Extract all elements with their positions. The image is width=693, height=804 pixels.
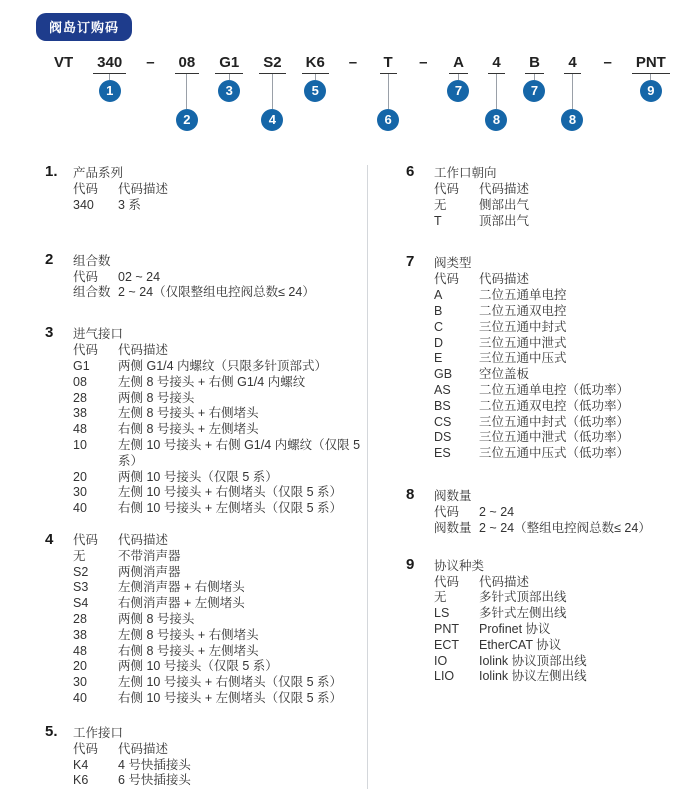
code-cell: 无	[73, 548, 86, 563]
code-cell: 08	[73, 374, 87, 389]
code-row	[73, 659, 367, 675]
position-marker-6: 6	[377, 109, 399, 131]
position-marker-3: 3	[218, 80, 240, 102]
description-cell: 左侧 10 号接头 + 右侧堵头（仅限 5 系）	[118, 485, 342, 500]
code-cell: S4	[73, 596, 89, 611]
code-segment-text: 4	[564, 54, 580, 74]
left-column	[45, 165, 367, 789]
code-row	[434, 521, 693, 537]
code-row	[434, 214, 693, 230]
description-cell: 多针式左侧出线	[479, 606, 567, 621]
code-row	[434, 182, 693, 198]
code-row	[434, 669, 693, 685]
code-row	[73, 580, 367, 596]
description-cell: 代码描述	[118, 182, 169, 196]
code-cell: 20	[73, 659, 87, 674]
code-row	[434, 415, 693, 431]
code-cell: A	[434, 288, 443, 303]
code-cell: CS	[434, 414, 452, 429]
description-cell: 三位五通中泄式	[479, 335, 567, 350]
section-7	[406, 255, 693, 462]
code-row	[434, 446, 693, 462]
code-row	[434, 367, 693, 383]
code-segment-G1	[215, 54, 243, 102]
code-row	[434, 399, 693, 415]
code-row	[73, 596, 367, 612]
code-row	[434, 622, 693, 638]
code-row	[73, 742, 367, 758]
code-row	[434, 198, 693, 214]
connector-line	[186, 74, 187, 109]
description-cell: 代码描述	[118, 343, 169, 358]
code-row	[73, 533, 367, 549]
description-cell: 三位五通中压式	[479, 351, 567, 366]
code-cell: 28	[73, 390, 87, 405]
section-5	[45, 722, 367, 789]
position-marker-2: 2	[176, 109, 198, 131]
description-cell: 左侧 8 号接头 + 右侧 G1/4 内螺纹	[118, 374, 306, 389]
code-row	[73, 285, 367, 301]
description-cell: 两侧 8 号接头	[118, 390, 195, 405]
description-cell: EtherCAT 协议	[479, 637, 562, 652]
section-4	[45, 530, 367, 707]
code-segment-text: VT	[54, 54, 74, 71]
code-segment-text: –	[419, 54, 428, 71]
code-cell: LS	[434, 606, 450, 621]
position-marker-4: 4	[261, 109, 283, 131]
description-cell: 代码描述	[118, 532, 169, 547]
code-row	[434, 304, 693, 320]
description-cell: 右侧 10 号接头 + 左侧堵头（仅限 5 系）	[118, 501, 342, 516]
code-cell: 38	[73, 627, 87, 642]
code-cell: S2	[73, 564, 89, 579]
description-cell: 代码描述	[479, 272, 530, 287]
code-row	[73, 628, 367, 644]
code-row	[73, 391, 367, 407]
description-cell: 2 ~ 24	[479, 504, 515, 519]
page-title: 阀岛订购码	[49, 20, 120, 35]
description-cell: 空位盖板	[479, 367, 530, 382]
code-cell: LIO	[434, 669, 455, 684]
code-cell: ECT	[434, 637, 459, 652]
code-cell: IO	[434, 653, 448, 668]
section-title: 产品系列	[73, 166, 124, 180]
code-cell: E	[434, 351, 443, 366]
code-segment-PNT	[632, 54, 670, 102]
code-segment-08	[175, 54, 200, 131]
dash-separator	[415, 54, 431, 73]
connector-line	[572, 74, 573, 109]
code-segment-text: K6	[302, 54, 329, 74]
dash-separator	[142, 54, 158, 73]
code-cell: K6	[73, 773, 89, 788]
description-cell: 二位五通双电控（低功率）	[479, 398, 630, 413]
code-cell: 48	[73, 643, 87, 658]
section-number: 3	[45, 324, 54, 342]
code-cell: 代码	[73, 182, 99, 196]
section-number: 4	[45, 530, 54, 548]
section-9	[406, 555, 693, 686]
description-cell: 左侧消声器 + 右侧堵头	[118, 580, 245, 595]
description-cell: 左侧 8 号接头 + 右侧堵头	[118, 627, 259, 642]
section-number: 2	[45, 250, 54, 268]
code-row	[434, 288, 693, 304]
code-cell: G1	[73, 358, 90, 373]
code-cell: ES	[434, 446, 451, 461]
code-row	[73, 406, 367, 422]
code-cell: BS	[434, 398, 451, 413]
code-row	[73, 549, 367, 565]
code-segment-text: –	[146, 54, 155, 71]
description-cell: Profinet 协议	[479, 621, 551, 636]
description-cell: 三位五通中封式	[479, 319, 567, 334]
order-code-diagram	[0, 54, 693, 150]
code-cell: 10	[73, 437, 87, 452]
description-cell: 左侧 8 号接头 + 右侧堵头	[118, 406, 259, 421]
code-cell: 340	[73, 197, 94, 212]
code-row	[73, 675, 367, 691]
description-cell: 代码描述	[118, 741, 169, 756]
section-title: 协议种类	[434, 558, 485, 573]
position-marker-8: 8	[485, 109, 507, 131]
code-segment-K6	[302, 54, 329, 102]
description-cell: 右侧 8 号接头 + 左侧堵头	[118, 422, 259, 437]
position-marker-1: 1	[99, 80, 121, 102]
section-6	[406, 165, 693, 229]
code-row	[434, 590, 693, 606]
section-1	[45, 165, 367, 214]
code-row	[434, 383, 693, 399]
code-cell: 代码	[73, 269, 99, 284]
description-cell: 代码描述	[479, 182, 530, 196]
code-segment-text: PNT	[632, 54, 670, 74]
code-cell: GB	[434, 367, 453, 382]
description-cell: 两侧 10 号接头（仅限 5 系）	[118, 659, 278, 674]
description-cell: 右侧 10 号接头 + 左侧堵头（仅限 5 系）	[118, 690, 342, 705]
code-cell: 组合数	[73, 285, 111, 300]
description-cell: 二位五通单电控	[479, 288, 567, 303]
description-cell: 二位五通单电控（低功率）	[479, 382, 630, 397]
section-title: 工作接口	[73, 725, 124, 740]
code-prefix	[50, 54, 77, 73]
section-title: 阀数量	[434, 488, 472, 503]
code-segment-text: –	[348, 54, 358, 71]
code-segment-A	[447, 54, 469, 102]
code-row	[73, 691, 367, 707]
code-cell: C	[434, 319, 444, 334]
code-cell: DS	[434, 430, 452, 445]
column-divider	[367, 165, 368, 789]
page-title-badge	[36, 13, 132, 41]
description-cell: 两侧 8 号接头	[118, 611, 195, 626]
section-number: 6	[406, 163, 415, 180]
section-3	[45, 326, 367, 517]
code-row	[73, 485, 367, 501]
code-row	[73, 438, 367, 470]
code-cell: 代码	[73, 343, 99, 358]
right-column	[406, 165, 693, 685]
code-cell: AS	[434, 382, 451, 397]
description-cell: 代码描述	[479, 574, 530, 589]
code-row	[73, 375, 367, 391]
code-segment-text: 4	[488, 54, 504, 74]
position-marker-9: 9	[640, 80, 662, 102]
code-segment-text: –	[603, 54, 612, 71]
connector-line	[496, 74, 497, 109]
code-cell: 无	[434, 590, 447, 605]
legend-content	[0, 165, 693, 789]
description-cell: 三位五通中压式（低功率）	[479, 446, 630, 461]
code-cell: K4	[73, 757, 89, 772]
code-row	[434, 505, 693, 521]
section-number: 7	[406, 253, 415, 271]
description-cell: 右侧 8 号接头 + 左侧堵头	[118, 643, 259, 658]
description-cell: 两侧消声器	[118, 564, 181, 579]
code-segment-4	[485, 54, 507, 131]
code-segment-text: G1	[215, 54, 243, 74]
description-cell: 三位五通中泄式（低功率）	[479, 430, 630, 445]
code-cell: 40	[73, 690, 87, 705]
description-cell: 多针式顶部出线	[479, 590, 567, 605]
code-cell: 30	[73, 675, 87, 690]
section-title: 进气接口	[73, 327, 124, 342]
code-row	[73, 359, 367, 375]
code-segment-text: B	[525, 54, 544, 74]
description-cell: 不带消声器	[118, 548, 181, 563]
code-cell: 代码	[434, 574, 460, 589]
code-row	[73, 422, 367, 438]
code-row	[73, 270, 367, 286]
code-row	[73, 565, 367, 581]
description-cell: 左侧 10 号接头 + 右侧堵头（仅限 5 系）	[118, 675, 342, 690]
description-cell: 侧部出气	[479, 197, 530, 212]
code-cell: 代码	[434, 272, 460, 287]
code-row	[73, 501, 367, 517]
section-number: 5.	[45, 722, 58, 740]
position-marker-7: 7	[523, 80, 545, 102]
description-cell: 2 ~ 24（仅限整组电控阀总数≤ 24）	[118, 285, 315, 300]
code-segment-4	[561, 54, 583, 131]
code-row	[73, 343, 367, 359]
code-segment-B	[523, 54, 545, 102]
code-segment-text: S2	[259, 54, 285, 74]
code-row	[434, 654, 693, 670]
description-cell: 2 ~ 24（整组电控阀总数≤ 24）	[479, 520, 651, 535]
code-row	[73, 470, 367, 486]
code-segment-T	[377, 54, 399, 131]
description-cell: 三位五通中封式（低功率）	[479, 414, 630, 429]
code-cell: T	[434, 213, 442, 228]
section-number: 1.	[45, 163, 58, 180]
section-number: 9	[406, 555, 415, 573]
code-cell: 代码	[434, 504, 460, 519]
description-cell: 4 号快插接头	[118, 757, 191, 772]
code-row	[73, 644, 367, 660]
code-row	[434, 638, 693, 654]
code-segment-text: T	[380, 54, 397, 74]
position-marker-5: 5	[304, 80, 326, 102]
description-cell: 两侧 10 号接头（仅限 5 系）	[118, 469, 278, 484]
code-segment-text: A	[449, 54, 468, 74]
code-cell: 阀数量	[434, 520, 472, 535]
code-segment-text: 340	[93, 54, 126, 74]
connector-line	[388, 74, 389, 109]
description-cell: 右侧消声器 + 左侧堵头	[118, 596, 245, 611]
code-segment-S2	[259, 54, 285, 131]
code-row	[434, 320, 693, 336]
code-row	[434, 351, 693, 367]
section-title: 阀类型	[434, 256, 472, 271]
position-marker-8: 8	[561, 109, 583, 131]
code-row	[73, 198, 367, 214]
position-marker-7: 7	[447, 80, 469, 102]
code-cell: 代码	[73, 532, 99, 547]
code-cell: D	[434, 335, 444, 350]
code-row	[434, 336, 693, 352]
description-cell: 6 号快插接头	[118, 773, 191, 788]
code-segment-text: 08	[175, 54, 200, 74]
code-cell: 40	[73, 501, 87, 516]
description-cell: 左侧 10 号接头 + 右侧 G1/4 内螺纹（仅限 5 系）	[118, 437, 361, 468]
section-title: 组合数	[73, 253, 111, 268]
code-cell: B	[434, 303, 443, 318]
description-cell: 两侧 G1/4 内螺纹（只限多针顶部式）	[118, 358, 328, 373]
code-row	[73, 182, 367, 198]
description-cell: 3 系	[118, 197, 141, 212]
code-row	[73, 612, 367, 628]
description-cell: 顶部出气	[479, 213, 530, 228]
code-cell: 38	[73, 406, 87, 421]
code-cell: 代码	[434, 182, 460, 196]
code-cell: 20	[73, 469, 87, 484]
dash-separator	[345, 54, 361, 73]
code-row	[73, 773, 367, 789]
description-cell: 02 ~ 24	[118, 269, 161, 284]
description-cell: 二位五通双电控	[479, 303, 567, 318]
section-number: 8	[406, 485, 415, 503]
connector-line	[272, 74, 273, 109]
section-8	[406, 485, 693, 537]
code-cell: 28	[73, 611, 87, 626]
section-2	[45, 250, 367, 302]
code-cell: PNT	[434, 621, 459, 636]
code-row	[434, 606, 693, 622]
description-cell: Iolink 协议左侧出线	[479, 669, 587, 684]
code-cell: 30	[73, 485, 87, 500]
code-row	[73, 758, 367, 774]
code-row	[434, 575, 693, 591]
code-segment-340	[93, 54, 126, 102]
code-row	[434, 430, 693, 446]
description-cell: Iolink 协议顶部出线	[479, 653, 587, 668]
code-cell: 代码	[73, 741, 99, 756]
dash-separator	[599, 54, 615, 73]
code-cell: 48	[73, 422, 87, 437]
code-cell: S3	[73, 580, 89, 595]
section-title: 工作口朝向	[434, 166, 497, 180]
code-row	[434, 272, 693, 288]
code-cell: 无	[434, 197, 447, 212]
